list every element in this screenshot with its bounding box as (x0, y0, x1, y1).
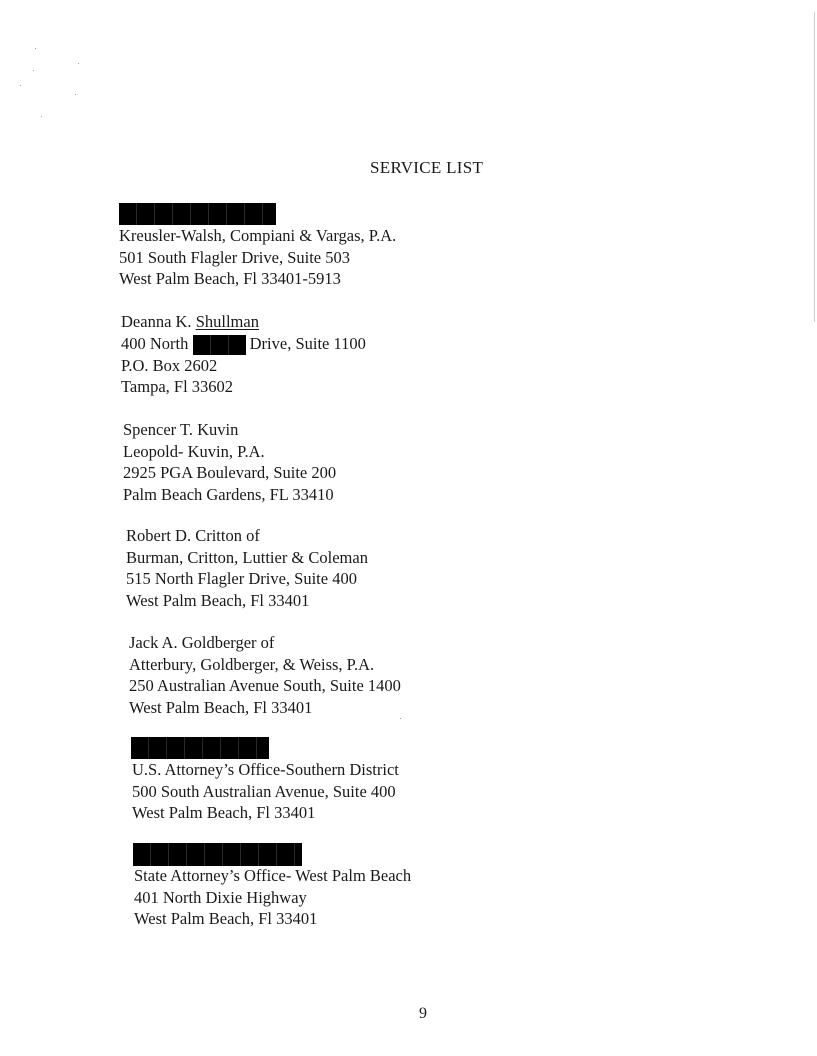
service-entry-3 (123, 419, 336, 505)
entry-line: 401 North Dixie Highway (134, 887, 307, 907)
entry-line: West Palm Beach, Fl 33401 (126, 590, 310, 610)
service-entry-6 (132, 759, 399, 824)
entry-name-line (121, 311, 366, 333)
entry-line: West Palm Beach, Fl 33401-5913 (119, 269, 341, 288)
scan-edge-line (814, 12, 815, 322)
entry-line: Robert D. Critton of (126, 526, 260, 545)
entry-line: Burman, Critton, Luttier & Coleman (126, 547, 368, 567)
service-entry-4 (126, 525, 368, 611)
scan-speck (75, 94, 76, 95)
entry-line: P.O. Box 2602 (121, 355, 218, 375)
service-entry-1 (119, 225, 396, 290)
entry-line: West Palm Beach, Fl 33401 (129, 697, 313, 717)
entry-address-line (121, 333, 366, 355)
entry-line: U.S. Attorney’s Office-Southern District (132, 760, 399, 779)
service-entry-7 (134, 865, 411, 930)
inline-redaction (193, 335, 246, 355)
entry-name-last: Shullman (195, 312, 259, 331)
scan-speck (35, 48, 36, 49)
entry-line: 515 North Flagler Drive, Suite 400 (126, 569, 357, 588)
service-entry-2 (121, 311, 366, 398)
scan-speck (41, 116, 42, 117)
page-title: SERVICE LIST (370, 158, 484, 177)
entry-line: Kreusler-Walsh, Compiani & Vargas, P.A. (119, 226, 397, 245)
entry-line: Tampa, Fl 33602 (121, 377, 234, 397)
redaction-bar (119, 203, 276, 225)
entry-line: 501 South Flagler Drive, Suite 503 (119, 247, 350, 267)
entry-line: Palm Beach Gardens, FL 33410 (123, 484, 334, 504)
entry-line: State Attorney’s Office- West Palm Beach (134, 866, 412, 885)
entry-line: 250 Australian Avenue South, Suite 1400 (129, 676, 401, 695)
page-number: 9 (419, 1005, 427, 1022)
scan-speck (400, 718, 401, 719)
scan-speck (20, 85, 21, 86)
entry-name-first: Deanna K. (121, 312, 196, 331)
service-entry-5 (129, 632, 401, 718)
address-suffix: Drive, Suite 1100 (249, 333, 366, 353)
scan-speck (78, 63, 79, 64)
redaction-bar (131, 737, 269, 759)
entry-line: West Palm Beach, Fl 33401 (132, 803, 316, 822)
redaction-bar (133, 843, 302, 866)
entry-line: West Palm Beach, Fl 33401 (134, 909, 318, 928)
entry-line: Jack A. Goldberger of (129, 633, 275, 652)
entry-line: Atterbury, Goldberger, & Weiss, P.A. (129, 654, 375, 674)
scan-speck (33, 70, 34, 71)
entry-line: Leopold- Kuvin, P.A. (123, 441, 265, 461)
entry-line: 2925 PGA Boulevard, Suite 200 (123, 463, 337, 482)
entry-line: Spencer T. Kuvin (123, 420, 239, 439)
entry-line: 500 South Australian Avenue, Suite 400 (132, 781, 396, 801)
address-prefix: 400 North (121, 333, 189, 353)
